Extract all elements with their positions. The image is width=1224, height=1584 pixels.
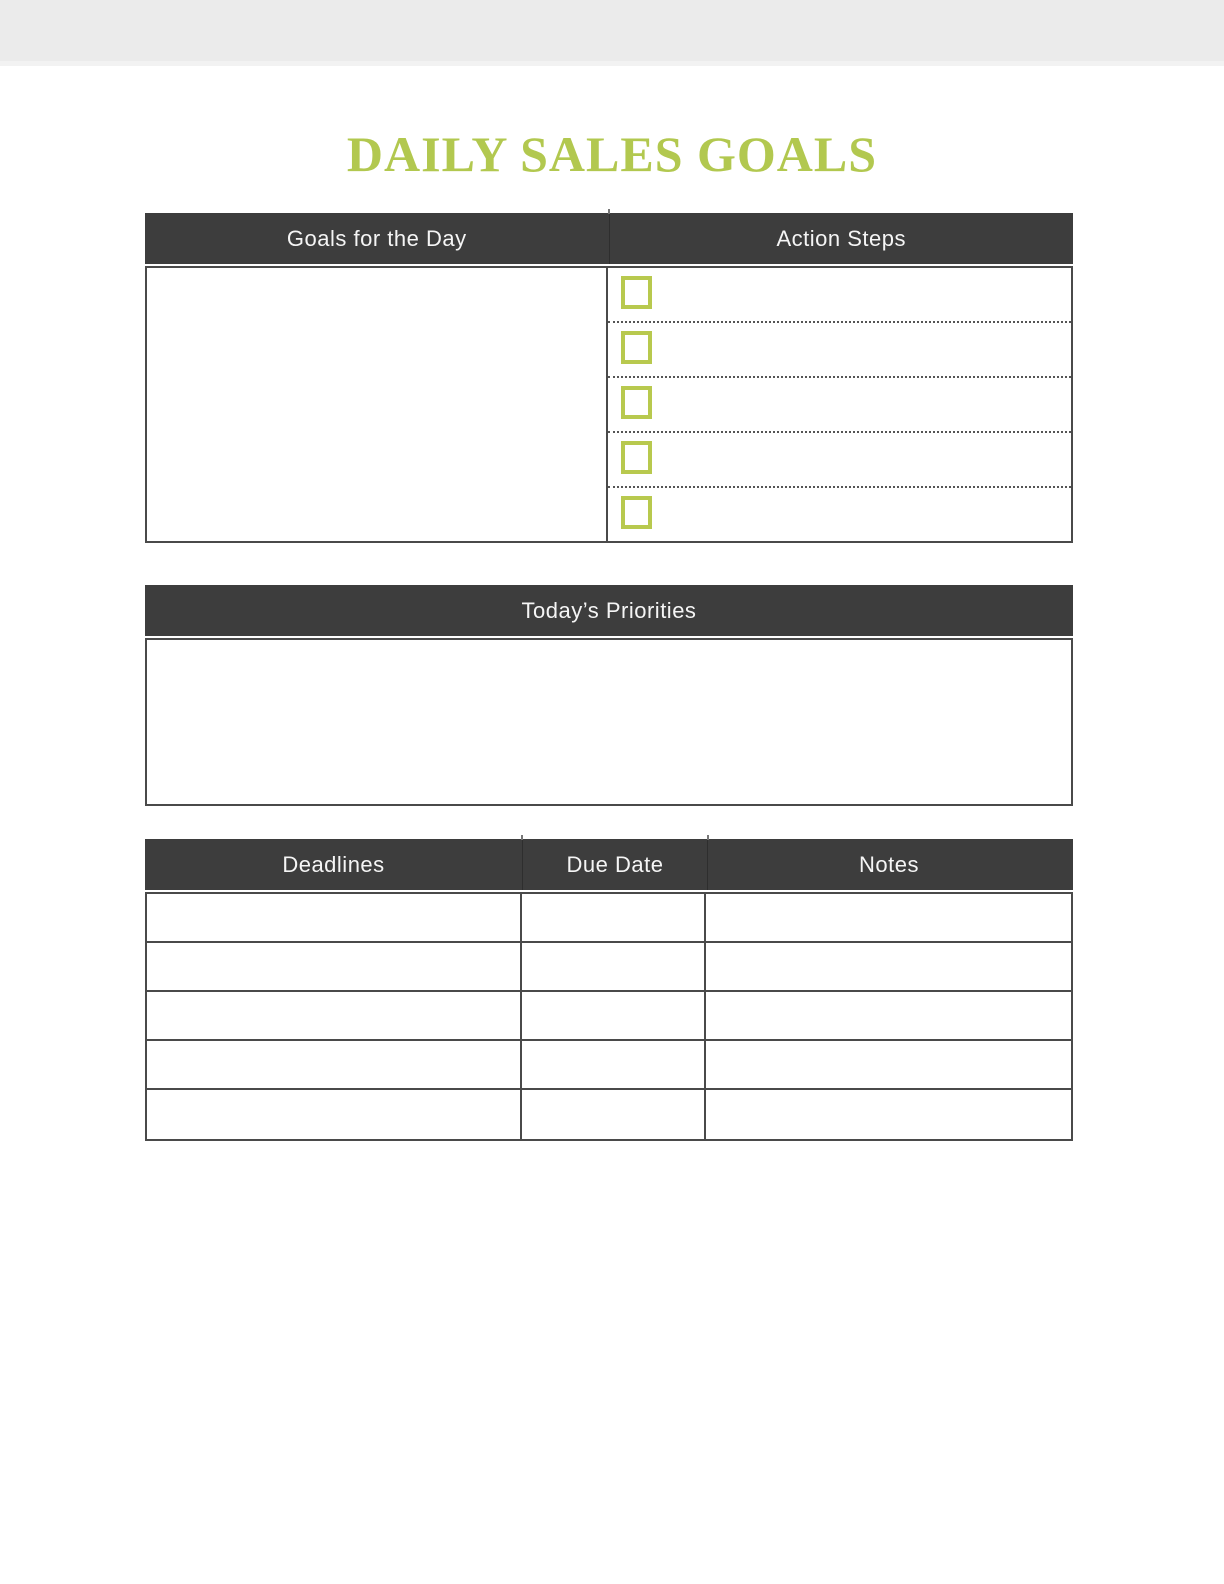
action-steps-list — [608, 268, 1071, 541]
due-date-input-cell[interactable] — [522, 894, 706, 941]
action-step-input[interactable] — [652, 488, 1071, 541]
action-step-row — [608, 268, 1071, 323]
table-row — [147, 1090, 1071, 1139]
checkbox[interactable] — [621, 276, 652, 309]
action-step-input[interactable] — [652, 433, 1071, 486]
deadline-input-cell[interactable] — [147, 1090, 522, 1139]
table-row — [147, 943, 1071, 992]
notes-input-cell[interactable] — [706, 943, 1071, 990]
action-step-input[interactable] — [652, 378, 1071, 431]
notes-input-cell[interactable] — [706, 992, 1071, 1039]
deadlines-table-header — [145, 839, 1073, 890]
checkbox[interactable] — [621, 441, 652, 474]
priorities-header-label: Today’s Priorities — [521, 598, 697, 623]
due-date-input-cell[interactable] — [522, 1090, 706, 1139]
deadline-input-cell[interactable] — [147, 1041, 522, 1088]
table-row — [147, 1041, 1071, 1090]
deadline-input-cell[interactable] — [147, 943, 522, 990]
notes-column-header: Notes — [859, 852, 919, 877]
page-content — [145, 213, 1073, 1141]
goals-input-area[interactable] — [147, 268, 608, 541]
top-banner — [0, 0, 1224, 66]
deadline-input-cell[interactable] — [147, 992, 522, 1039]
priorities-input-area[interactable] — [145, 638, 1073, 806]
due-date-input-cell[interactable] — [522, 992, 706, 1039]
action-step-row — [608, 323, 1071, 378]
column-divider-tick — [707, 835, 709, 840]
goals-column-header: Goals for the Day — [286, 226, 467, 251]
page-title: DAILY SALES GOALS — [346, 126, 878, 182]
deadlines-column-header: Deadlines — [282, 852, 385, 877]
table-row — [147, 894, 1071, 943]
notes-input-cell[interactable] — [706, 1090, 1071, 1139]
due-date-input-cell[interactable] — [522, 943, 706, 990]
column-divider-tick — [608, 209, 610, 214]
deadlines-table — [145, 839, 1073, 1141]
checkbox[interactable] — [621, 331, 652, 364]
notes-input-cell[interactable] — [706, 894, 1071, 941]
actions-column-header: Action Steps — [776, 226, 906, 251]
goals-table-body — [145, 266, 1073, 543]
column-divider-tick — [521, 835, 523, 840]
action-step-input[interactable] — [652, 268, 1071, 321]
checkbox[interactable] — [621, 496, 652, 529]
goals-table — [145, 213, 1073, 543]
due-date-input-cell[interactable] — [522, 1041, 706, 1088]
due-date-column-header: Due Date — [566, 852, 664, 877]
action-step-row — [608, 433, 1071, 488]
priorities-header — [145, 585, 1073, 636]
priorities-section — [145, 585, 1073, 806]
checkbox[interactable] — [621, 386, 652, 419]
action-step-row — [608, 488, 1071, 541]
action-step-row — [608, 378, 1071, 433]
deadlines-table-body — [145, 892, 1073, 1141]
action-step-input[interactable] — [652, 323, 1071, 376]
notes-input-cell[interactable] — [706, 1041, 1071, 1088]
goals-table-header — [145, 213, 1073, 264]
deadline-input-cell[interactable] — [147, 894, 522, 941]
table-row — [147, 992, 1071, 1041]
